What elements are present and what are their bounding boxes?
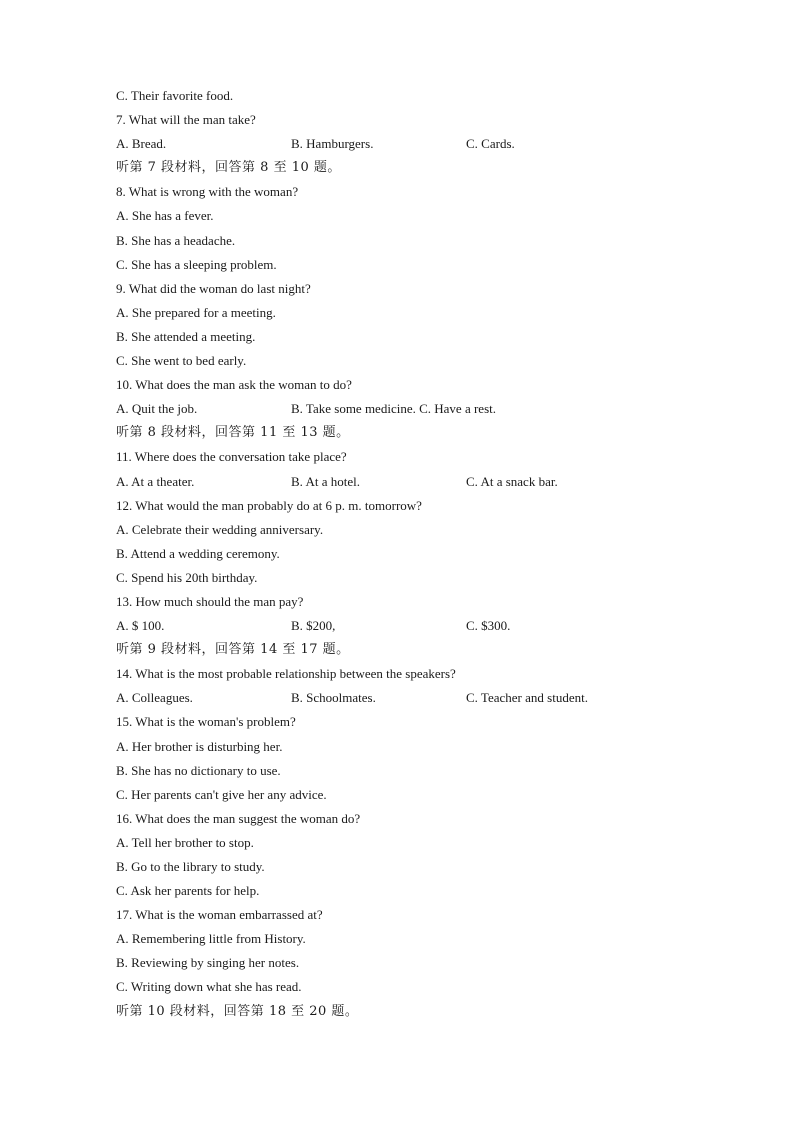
options-row [116, 686, 716, 710]
text-line: 10. What does the man ask the woman to do? [116, 377, 352, 393]
text-line: A. Her brother is disturbing her. [116, 738, 283, 754]
text-line: 15. What is the woman's problem? [116, 714, 296, 730]
text-line: A. She prepared for a meeting. [116, 304, 276, 320]
option-c: C. $300. [466, 618, 511, 634]
option-b: B. $200, [291, 618, 336, 634]
text-line: B. She attended a meeting. [116, 328, 256, 344]
text-line: C. Spend his 20th birthday. [116, 569, 258, 585]
text-line: C. She went to bed early. [116, 353, 247, 369]
option-a: A. Quit the job. [116, 401, 198, 417]
section-heading: 听第 7 段材料，回答第 8 至 10 题。 [116, 160, 341, 176]
option-c: C. Teacher and student. [466, 690, 588, 706]
text-line: A. Tell her brother to stop. [116, 834, 254, 850]
text-line: A. Remembering little from History. [116, 931, 306, 947]
text-line: B. Attend a wedding ceremony. [116, 545, 280, 561]
text-line: B. She has no dictionary to use. [116, 762, 281, 778]
option-a: A. At a theater. [116, 473, 195, 489]
text-line: C. Ask her parents for help. [116, 883, 260, 899]
text-line: A. She has a fever. [116, 208, 214, 224]
options-row [116, 470, 716, 494]
option-b: B. Schoolmates. [291, 690, 376, 706]
options-row [116, 397, 716, 421]
text-line: B. Go to the library to study. [116, 859, 265, 874]
text-line: 7. What will the man take? [116, 112, 256, 128]
document-body [116, 84, 716, 1024]
text-line: B. She has a headache. [116, 232, 236, 248]
section-heading: 听第 8 段材料，回答第 11 至 13 题。 [116, 425, 350, 441]
text-line: A. Celebrate their wedding anniversary. [116, 521, 324, 537]
text-line: 17. What is the woman embarrassed at? [116, 907, 323, 923]
section-heading: 听第 9 段材料，回答第 14 至 17 题。 [116, 642, 350, 658]
option-b: B. Take some medicine. C. Have a rest. [291, 401, 496, 417]
text-line: C. Her parents can't give her any advice. [116, 786, 327, 802]
option-c: C. At a snack bar. [466, 473, 558, 489]
option-b: B. Hamburgers. [291, 136, 374, 152]
text-line: 8. What is wrong with the woman? [116, 184, 299, 200]
text-line: 12. What would the man probably do at 6 p. m. tomorrow? [116, 497, 422, 513]
text-line: C. Their favorite food. [116, 88, 234, 103]
text-line: 9. What did the woman do last night? [116, 280, 311, 296]
option-b: B. At a hotel. [291, 473, 360, 489]
text-line: 13. How much should the man pay? [116, 593, 304, 609]
option-a: A. Colleagues. [116, 690, 193, 706]
text-line: 14. What is the most probable relationship between the speakers? [116, 666, 456, 682]
section-heading: 听第 10 段材料，回答第 18 至 20 题。 [116, 1003, 359, 1019]
option-c: C. Cards. [466, 136, 515, 152]
options-row [116, 614, 716, 638]
text-line: C. She has a sleeping problem. [116, 256, 277, 272]
text-line: 11. Where does the conversation take place? [116, 449, 347, 465]
options-row [116, 132, 716, 156]
text-line: 16. What does the man suggest the woman do? [116, 810, 361, 826]
option-a: A. Bread. [116, 136, 167, 152]
option-a: A. $ 100. [116, 618, 165, 634]
text-line: B. Reviewing by singing her notes. [116, 955, 300, 971]
text-line: C. Writing down what she has read. [116, 979, 302, 995]
